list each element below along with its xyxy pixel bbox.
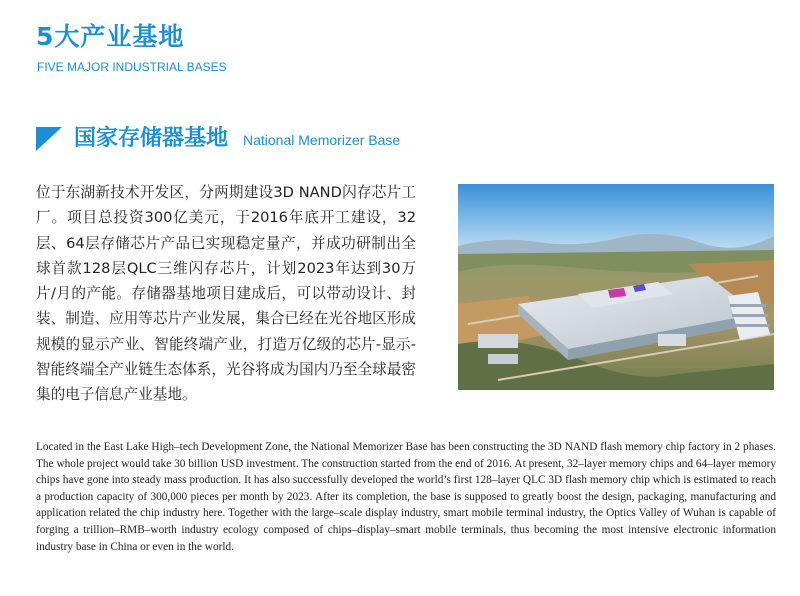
aerial-factory-photo — [458, 184, 774, 390]
body-text-english: Located in the East Lake High–tech Development Zone, the National Memorizer Base has been constructing the 3D NAND flash memory chip factory in 2 phases. The whole project would take 30 billion USD investment. The construction started from the end of 2016. At present, 32–layer memory chips and 64–layer memory chips have gone into steady mass production. It has also successfully developed the world’s first 128–layer QLC 3D flash memory chip which is estimated to reach a production capacity of 300,000 pieces per month by 2023. After its completion, the base is supposed to greatly boost the design, packaging, manufacturing and application related the chip industry here. Together with the large–scale display industry, smart mobile terminal industry, the Optics Valley of Wuhan is capable of forging a trillion–RMB–worth industry ecology composed of chips–display–smart mobile terminals, thus becoming the most intensive electronic information industry base in China or even in the world. — [36, 441, 776, 553]
section-title: 国家存储器基地 — [74, 126, 229, 151]
triangle-marker-icon — [36, 127, 62, 151]
page-subtitle: FIVE MAJOR INDUSTRIAL BASES — [37, 60, 227, 74]
section-title-en: National Memorizer Base — [243, 132, 401, 148]
section-header — [36, 124, 756, 154]
body-text-chinese: 位于东湖新技术开发区，分两期建设3D NAND闪存芯片工厂。项目总投资300亿美元，于2016年底开工建设，32层、64层存储芯片产品已实现稳定量产，并成功研制出全球首款128层QLC三维闪存芯片，计划2023年达到30万片/月的产能。存储器基地项目建成后，可以带动设计、封装、制造、应用等芯片产业发展，集合已经在光谷地区形成规模的显示产业、智能终端产业，打造万亿级的芯片-显示-智能终端全产业链生态体系，光谷将成为国内乃至全球最密集的电子信息产业基地。 — [36, 184, 416, 404]
page-title: 5大产业基地 — [36, 22, 185, 51]
